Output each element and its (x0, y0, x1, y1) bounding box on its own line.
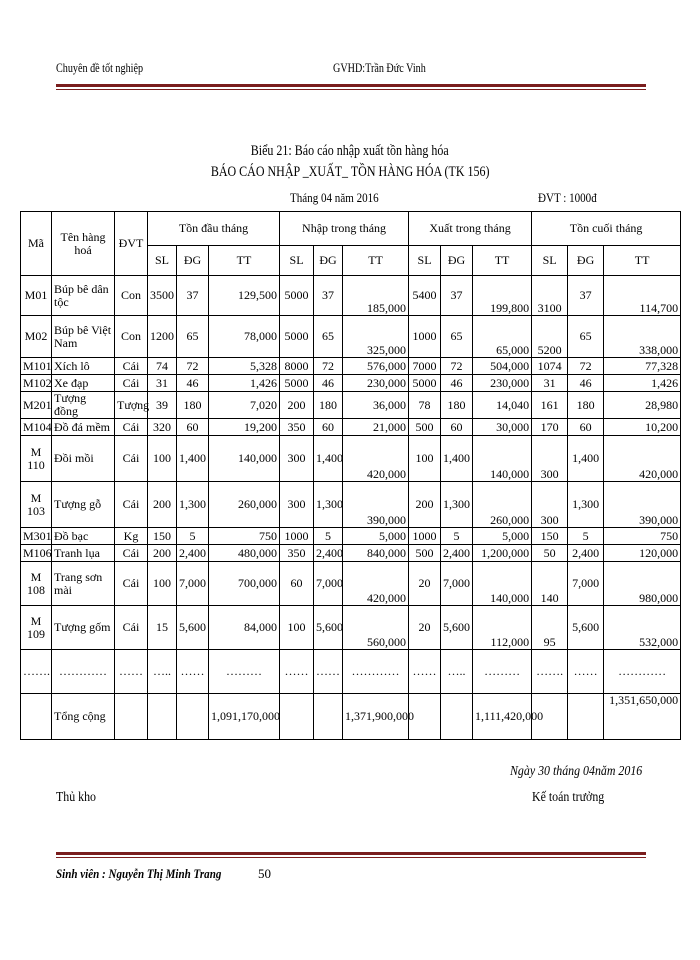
cell-imp-sl: 200 (280, 392, 314, 419)
footer-rule-thin (56, 857, 646, 858)
table-row (21, 528, 681, 545)
cell-exp-dg: 37 (441, 276, 473, 316)
cell-exp-dg: 180 (441, 392, 473, 419)
cell-close-tt: 77,328 (604, 358, 681, 375)
cell-imp-dg: 5,600 (314, 606, 343, 650)
table-row (21, 606, 681, 650)
cell-open-tt: ……… (209, 650, 280, 694)
cell-close-sl: 31 (532, 375, 568, 392)
cell-open-sl: 1200 (148, 316, 177, 358)
cell-imp-tt: 185,000 (343, 276, 409, 316)
cell-imp-dg: …… (314, 650, 343, 694)
signature-storekeeper: Thủ kho (56, 790, 97, 805)
cell-open-dg: …… (177, 650, 209, 694)
cell-open-sl: ….. (148, 650, 177, 694)
total-label: Tổng cộng (52, 694, 115, 740)
cell-open-sl: 39 (148, 392, 177, 419)
total-opening-value: 1,091,170,000 (209, 694, 280, 740)
cell-close-sl: 170 (532, 419, 568, 436)
cell-open-dg: 1,300 (177, 482, 209, 528)
cell-unit: Cái (115, 419, 148, 436)
cell-exp-dg: 72 (441, 358, 473, 375)
cell-exp-sl: 500 (409, 419, 441, 436)
cell-imp-sl: 300 (280, 482, 314, 528)
cell-close-dg: 65 (568, 316, 604, 358)
cell-code: M104 (21, 419, 52, 436)
cell-open-dg: 65 (177, 316, 209, 358)
cell-name: Búp bê dân tộc (52, 276, 115, 316)
sub-header-tt: TT (473, 246, 532, 276)
cell-code: M 108 (21, 562, 52, 606)
cell-unit: Cái (115, 562, 148, 606)
cell-open-tt: 5,328 (209, 358, 280, 375)
cell-exp-tt: 65,000 (473, 316, 532, 358)
cell-name: Tượng gỗ (52, 482, 115, 528)
sub-header-sl: SL (409, 246, 441, 276)
sub-header-sl: SL (532, 246, 568, 276)
cell-code: M101 (21, 358, 52, 375)
cell-exp-sl: 5000 (409, 375, 441, 392)
cell-code: M201 (21, 392, 52, 419)
sub-header-dg: ĐG (568, 246, 604, 276)
cell-close-dg: 1,400 (568, 436, 604, 482)
inventory-report-table (20, 211, 681, 740)
cell-unit: Cái (115, 545, 148, 562)
total-empty-cell (314, 694, 343, 740)
col-header-code: Mã (21, 212, 52, 276)
cell-close-sl: 161 (532, 392, 568, 419)
cell-exp-tt: 504,000 (473, 358, 532, 375)
cell-exp-tt: 14,040 (473, 392, 532, 419)
cell-imp-tt: 560,000 (343, 606, 409, 650)
cell-exp-sl: 78 (409, 392, 441, 419)
cell-open-tt: 700,000 (209, 562, 280, 606)
total-empty-cell (148, 694, 177, 740)
cell-open-tt: 750 (209, 528, 280, 545)
cell-exp-sl: 20 (409, 562, 441, 606)
cell-name: Tượng đồng (52, 392, 115, 419)
cell-open-tt: 78,000 (209, 316, 280, 358)
cell-close-tt: 1,426 (604, 375, 681, 392)
cell-exp-tt: 140,000 (473, 562, 532, 606)
total-empty-cell (280, 694, 314, 740)
total-code-cell (21, 694, 52, 740)
sub-header-sl: SL (280, 246, 314, 276)
cell-unit: Con (115, 276, 148, 316)
cell-open-dg: 5 (177, 528, 209, 545)
total-closing-value: 1,351,650,000 (604, 694, 681, 740)
cell-unit: Kg (115, 528, 148, 545)
signature-chief-accountant: Kế toán trưởng (532, 790, 605, 805)
cell-exp-sl: 20 (409, 606, 441, 650)
cell-code: ……. (21, 650, 52, 694)
cell-name: Xích lô (52, 358, 115, 375)
cell-exp-dg: 46 (441, 375, 473, 392)
cell-open-dg: 37 (177, 276, 209, 316)
cell-name: Trang sơn mài (52, 562, 115, 606)
cell-exp-tt: 199,800 (473, 276, 532, 316)
total-empty-cell (568, 694, 604, 740)
cell-imp-dg: 37 (314, 276, 343, 316)
cell-imp-dg: 2,400 (314, 545, 343, 562)
cell-imp-tt: 5,000 (343, 528, 409, 545)
sub-header-tt: TT (604, 246, 681, 276)
cell-close-sl: 140 (532, 562, 568, 606)
cell-open-tt: 129,500 (209, 276, 280, 316)
header-left: Chuyên đề tốt nghiệp (56, 60, 144, 75)
cell-name: Đồ đá mềm (52, 419, 115, 436)
cell-exp-dg: 1,400 (441, 436, 473, 482)
cell-open-dg: 1,400 (177, 436, 209, 482)
cell-unit: Cái (115, 358, 148, 375)
cell-close-dg: 5,600 (568, 606, 604, 650)
cell-open-sl: 200 (148, 545, 177, 562)
cell-imp-sl: 60 (280, 562, 314, 606)
cell-imp-dg: 72 (314, 358, 343, 375)
cell-exp-dg: 2,400 (441, 545, 473, 562)
cell-exp-tt: 30,000 (473, 419, 532, 436)
cell-close-sl: 300 (532, 482, 568, 528)
cell-code: M 110 (21, 436, 52, 482)
cell-unit: …… (115, 650, 148, 694)
cell-open-sl: 150 (148, 528, 177, 545)
group-header-closing: Tồn cuối tháng (532, 212, 681, 246)
total-empty-cell (177, 694, 209, 740)
cell-unit: Con (115, 316, 148, 358)
group-header-opening: Tồn đầu tháng (148, 212, 280, 246)
cell-open-dg: 72 (177, 358, 209, 375)
cell-close-dg: …… (568, 650, 604, 694)
cell-close-sl: ……. (532, 650, 568, 694)
cell-imp-dg: 7,000 (314, 562, 343, 606)
total-empty-cell (115, 694, 148, 740)
cell-open-dg: 180 (177, 392, 209, 419)
footer-rule-thick (56, 852, 646, 855)
report-title: BÁO CÁO NHẬP _XUẤT_ TỒN HÀNG HÓA (TK 156) (210, 164, 490, 180)
cell-name: Búp bê Việt Nam (52, 316, 115, 358)
sub-header-tt: TT (209, 246, 280, 276)
cell-open-sl: 74 (148, 358, 177, 375)
cell-imp-tt: 325,000 (343, 316, 409, 358)
cell-open-dg: 46 (177, 375, 209, 392)
group-header-export: Xuất trong tháng (409, 212, 532, 246)
cell-imp-tt: 420,000 (343, 436, 409, 482)
table-body (21, 276, 681, 740)
cell-code: M 109 (21, 606, 52, 650)
cell-imp-tt: ………… (343, 650, 409, 694)
cell-code: M01 (21, 276, 52, 316)
cell-name: Tranh lụa (52, 545, 115, 562)
cell-exp-dg: 7,000 (441, 562, 473, 606)
cell-exp-tt: 5,000 (473, 528, 532, 545)
cell-code: M02 (21, 316, 52, 358)
cell-exp-dg: 65 (441, 316, 473, 358)
table-row (21, 276, 681, 316)
cell-exp-dg: 5 (441, 528, 473, 545)
cell-imp-dg: 180 (314, 392, 343, 419)
table-row (21, 419, 681, 436)
cell-imp-sl: …… (280, 650, 314, 694)
cell-open-dg: 2,400 (177, 545, 209, 562)
cell-unit: Cái (115, 482, 148, 528)
cell-unit: Cái (115, 375, 148, 392)
table-header-row (21, 212, 681, 246)
footer-page-number: 50 (258, 866, 271, 881)
cell-exp-sl: 100 (409, 436, 441, 482)
cell-open-dg: 60 (177, 419, 209, 436)
footer-student-name: Sinh viên : Nguyễn Thị Minh Trang (56, 866, 222, 881)
cell-close-dg: 5 (568, 528, 604, 545)
cell-exp-sl: 500 (409, 545, 441, 562)
cell-open-tt: 7,020 (209, 392, 280, 419)
cell-close-tt: 114,700 (604, 276, 681, 316)
cell-imp-dg: 65 (314, 316, 343, 358)
cell-open-sl: 15 (148, 606, 177, 650)
cell-imp-sl: 1000 (280, 528, 314, 545)
cell-name: Đồi mồi (52, 436, 115, 482)
cell-exp-sl: 200 (409, 482, 441, 528)
cell-code: M102 (21, 375, 52, 392)
cell-close-dg: 1,300 (568, 482, 604, 528)
sub-header-tt: TT (343, 246, 409, 276)
cell-open-sl: 100 (148, 436, 177, 482)
cell-close-dg: 2,400 (568, 545, 604, 562)
group-header-import: Nhập trong tháng (280, 212, 409, 246)
table-row (21, 436, 681, 482)
cell-name: Xe đạp (52, 375, 115, 392)
cell-unit: Tượng (115, 392, 148, 419)
cell-exp-tt: 112,000 (473, 606, 532, 650)
total-import-value: 1,371,900,000 (343, 694, 409, 740)
cell-code: M301 (21, 528, 52, 545)
cell-imp-tt: 230,000 (343, 375, 409, 392)
cell-unit: Cái (115, 436, 148, 482)
cell-close-tt: 120,000 (604, 545, 681, 562)
cell-close-sl: 150 (532, 528, 568, 545)
sub-header-dg: ĐG (441, 246, 473, 276)
table-row (21, 562, 681, 606)
cell-open-sl: 3500 (148, 276, 177, 316)
cell-close-tt: 10,200 (604, 419, 681, 436)
cell-exp-dg: ….. (441, 650, 473, 694)
cell-name: ………… (52, 650, 115, 694)
cell-imp-tt: 840,000 (343, 545, 409, 562)
cell-close-dg: 46 (568, 375, 604, 392)
cell-close-sl: 3100 (532, 276, 568, 316)
cell-open-tt: 480,000 (209, 545, 280, 562)
report-unit: ĐVT : 1000đ (538, 190, 597, 205)
sub-header-sl: SL (148, 246, 177, 276)
table-row (21, 482, 681, 528)
cell-close-tt: 532,000 (604, 606, 681, 650)
cell-exp-sl: 1000 (409, 528, 441, 545)
cell-open-sl: 100 (148, 562, 177, 606)
cell-exp-sl: 7000 (409, 358, 441, 375)
cell-close-sl: 95 (532, 606, 568, 650)
cell-open-sl: 200 (148, 482, 177, 528)
cell-open-tt: 19,200 (209, 419, 280, 436)
table-row (21, 545, 681, 562)
col-header-unit: ĐVT (115, 212, 148, 276)
cell-imp-tt: 390,000 (343, 482, 409, 528)
cell-imp-sl: 350 (280, 419, 314, 436)
cell-imp-sl: 5000 (280, 316, 314, 358)
cell-exp-tt: 230,000 (473, 375, 532, 392)
cell-close-dg: 7,000 (568, 562, 604, 606)
total-export-value: 1,111,420,000 (473, 694, 532, 740)
signature-date: Ngày 30 tháng 04năm 2016 (510, 764, 643, 779)
cell-open-tt: 140,000 (209, 436, 280, 482)
cell-close-dg: 180 (568, 392, 604, 419)
table-row (21, 392, 681, 419)
cell-exp-dg: 1,300 (441, 482, 473, 528)
cell-close-dg: 72 (568, 358, 604, 375)
cell-exp-tt: ……… (473, 650, 532, 694)
cell-imp-sl: 8000 (280, 358, 314, 375)
report-month: Tháng 04 năm 2016 (290, 190, 379, 205)
cell-imp-dg: 1,300 (314, 482, 343, 528)
cell-exp-tt: 1,200,000 (473, 545, 532, 562)
sub-header-dg: ĐG (314, 246, 343, 276)
header-rule-thick (56, 84, 646, 87)
cell-close-sl: 300 (532, 436, 568, 482)
total-empty-cell (441, 694, 473, 740)
cell-open-tt: 84,000 (209, 606, 280, 650)
cell-open-tt: 260,000 (209, 482, 280, 528)
cell-imp-sl: 300 (280, 436, 314, 482)
cell-imp-sl: 5000 (280, 375, 314, 392)
cell-exp-dg: 5,600 (441, 606, 473, 650)
cell-close-tt: ………… (604, 650, 681, 694)
table-row (21, 358, 681, 375)
cell-code: M 103 (21, 482, 52, 528)
header-right: GVHD:Trần Đức Vinh (333, 60, 426, 75)
cell-close-dg: 37 (568, 276, 604, 316)
cell-imp-tt: 576,000 (343, 358, 409, 375)
report-caption: Biểu 21: Báo cáo nhập xuất tồn hàng hóa (251, 143, 449, 159)
col-header-name: Tên hàng hoá (52, 212, 115, 276)
cell-exp-sl: 5400 (409, 276, 441, 316)
cell-open-dg: 7,000 (177, 562, 209, 606)
cell-close-sl: 50 (532, 545, 568, 562)
total-row (21, 694, 681, 740)
table-row (21, 316, 681, 358)
table-row (21, 650, 681, 694)
cell-imp-dg: 5 (314, 528, 343, 545)
cell-close-tt: 338,000 (604, 316, 681, 358)
sub-header-dg: ĐG (177, 246, 209, 276)
cell-close-sl: 1074 (532, 358, 568, 375)
cell-exp-sl: …… (409, 650, 441, 694)
cell-close-tt: 980,000 (604, 562, 681, 606)
cell-close-tt: 750 (604, 528, 681, 545)
table-row (21, 375, 681, 392)
cell-imp-sl: 5000 (280, 276, 314, 316)
cell-code: M106 (21, 545, 52, 562)
cell-imp-dg: 46 (314, 375, 343, 392)
cell-close-tt: 390,000 (604, 482, 681, 528)
cell-close-tt: 420,000 (604, 436, 681, 482)
cell-name: Tượng gốm (52, 606, 115, 650)
cell-close-dg: 60 (568, 419, 604, 436)
cell-exp-tt: 140,000 (473, 436, 532, 482)
cell-exp-tt: 260,000 (473, 482, 532, 528)
cell-imp-tt: 420,000 (343, 562, 409, 606)
cell-name: Đồ bạc (52, 528, 115, 545)
cell-imp-tt: 36,000 (343, 392, 409, 419)
cell-imp-sl: 100 (280, 606, 314, 650)
cell-open-sl: 320 (148, 419, 177, 436)
cell-unit: Cái (115, 606, 148, 650)
cell-imp-dg: 1,400 (314, 436, 343, 482)
cell-open-sl: 31 (148, 375, 177, 392)
header-rule-thin (56, 89, 646, 90)
cell-exp-dg: 60 (441, 419, 473, 436)
cell-open-dg: 5,600 (177, 606, 209, 650)
cell-imp-tt: 21,000 (343, 419, 409, 436)
cell-exp-sl: 1000 (409, 316, 441, 358)
cell-close-tt: 28,980 (604, 392, 681, 419)
cell-open-tt: 1,426 (209, 375, 280, 392)
cell-close-sl: 5200 (532, 316, 568, 358)
cell-imp-dg: 60 (314, 419, 343, 436)
cell-imp-sl: 350 (280, 545, 314, 562)
